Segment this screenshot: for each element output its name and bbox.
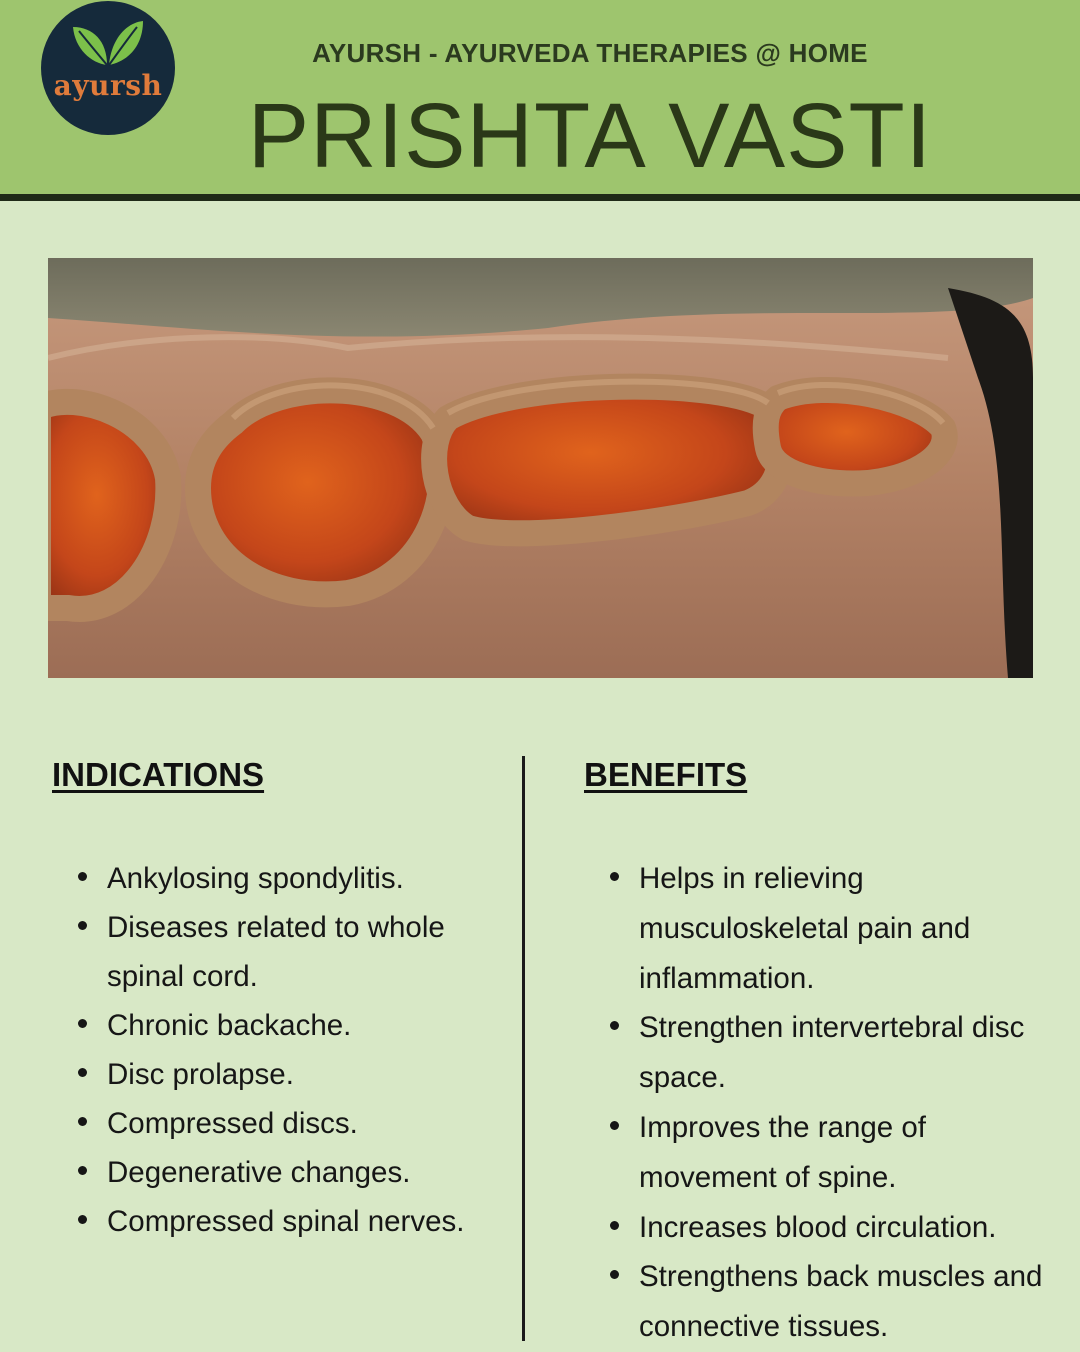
benefits-list xyxy=(606,854,1066,1352)
list-item: Degenerative changes. xyxy=(74,1148,504,1197)
column-divider xyxy=(522,756,525,1341)
list-item: Diseases related to whole spinal cord. xyxy=(74,903,504,1001)
therapy-photo xyxy=(48,258,1033,678)
logo-text: ayursh xyxy=(53,69,163,102)
list-item: Compressed spinal nerves. xyxy=(74,1197,504,1246)
indications-list xyxy=(74,854,504,1246)
page-title: PRISHTA VASTI xyxy=(247,85,933,187)
indications-heading: INDICATIONS xyxy=(52,756,265,793)
list-item: Compressed discs. xyxy=(74,1099,504,1148)
benefits-heading: BENEFITS xyxy=(584,756,748,793)
list-item: Strengthen intervertebral disc space. xyxy=(606,1003,1066,1103)
list-item: Strengthens back muscles and connective tissues. xyxy=(606,1252,1066,1352)
list-item: Improves the range of movement of spine. xyxy=(606,1103,1066,1203)
logo xyxy=(41,1,175,135)
list-item: Ankylosing spondylitis. xyxy=(74,854,504,903)
header-banner xyxy=(0,0,1080,194)
list-item: Chronic backache. xyxy=(74,1001,504,1050)
list-item: Increases blood circulation. xyxy=(606,1203,1066,1253)
list-item: Disc prolapse. xyxy=(74,1050,504,1099)
header-divider xyxy=(0,194,1080,201)
list-item: Helps in relieving musculoskeletal pain and inflammation. xyxy=(606,854,1066,1003)
leaf-icon xyxy=(71,19,145,67)
page-subtitle: AYURSH - AYURVEDA THERAPIES @ HOME xyxy=(312,38,868,68)
